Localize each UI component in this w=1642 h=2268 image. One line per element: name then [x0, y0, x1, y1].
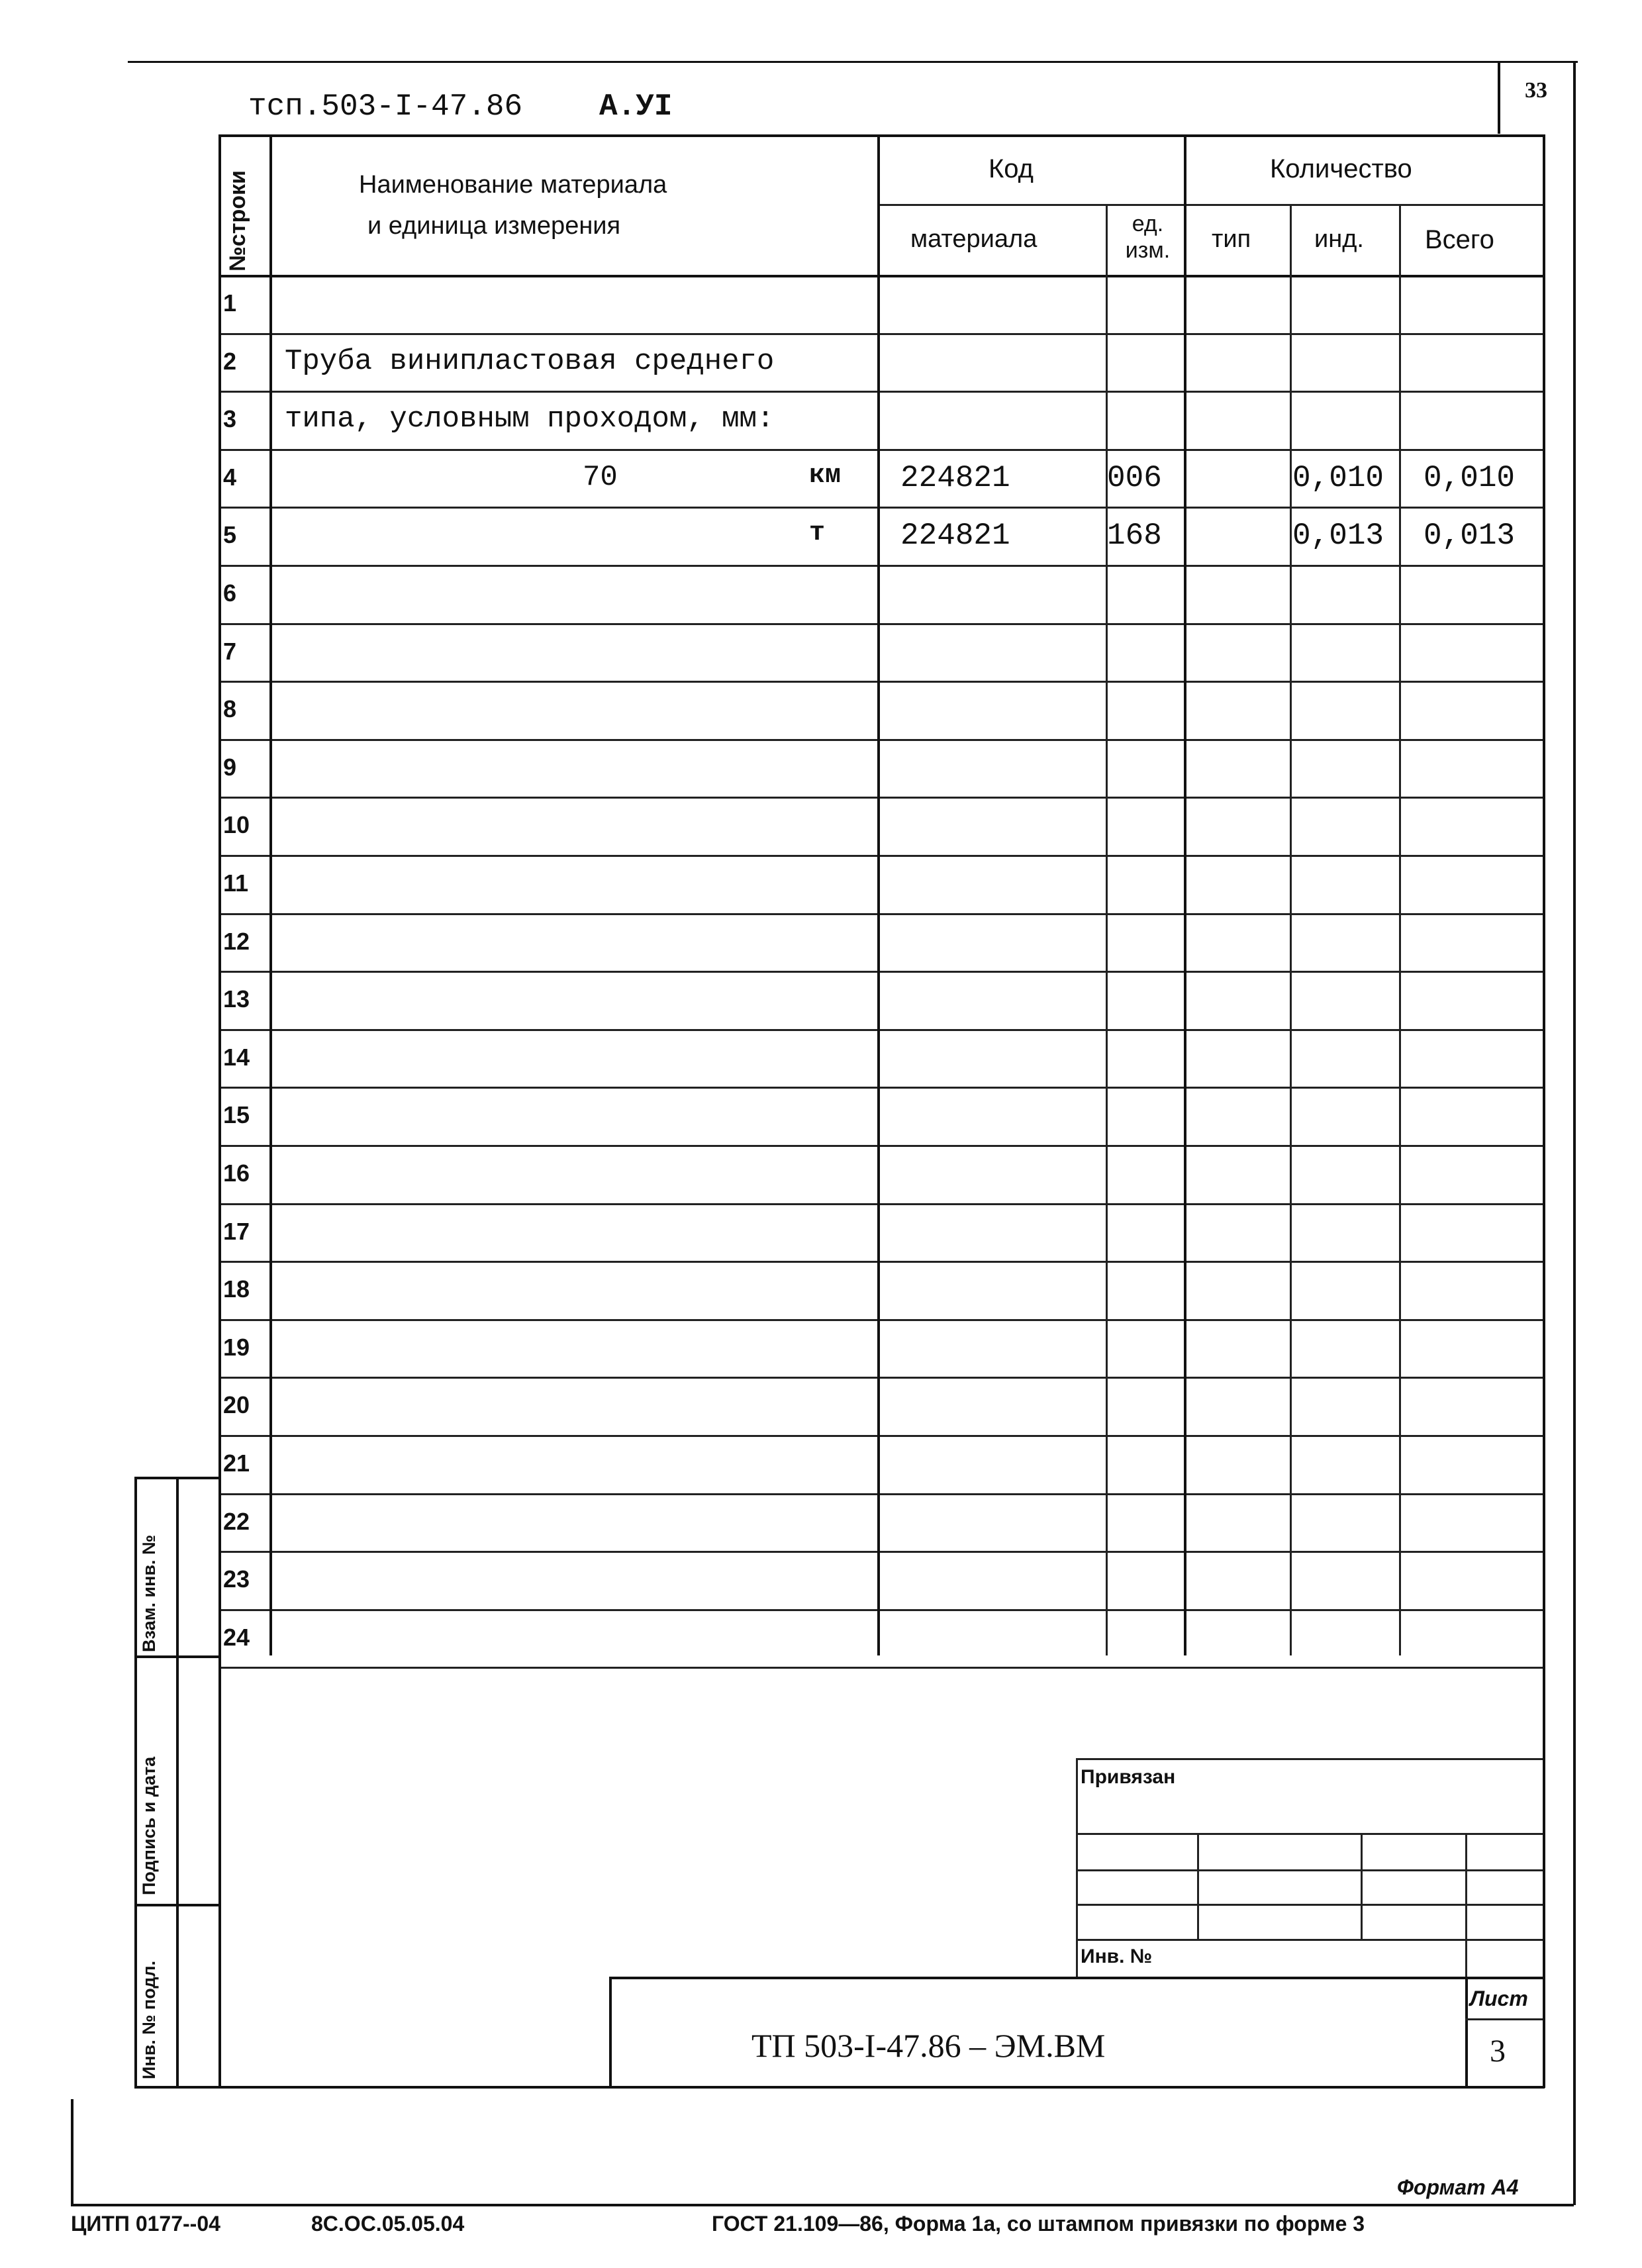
- row-name: типа, условным проходом, мм:: [285, 403, 775, 436]
- row-number: 6: [223, 579, 237, 607]
- row-number: 10: [223, 811, 250, 838]
- stamp-col-1: [1197, 1833, 1199, 1939]
- row-line: [218, 1609, 1543, 1611]
- signature-date-label: Подпись и дата: [139, 1756, 159, 1895]
- row-unit-label: т: [809, 518, 826, 548]
- title-block-left: [609, 1977, 612, 2088]
- stamp-line-2: [1076, 1869, 1543, 1871]
- side-strip-mid-border: [176, 1477, 179, 2088]
- row-number-header: №строки: [225, 170, 250, 271]
- top-border-line: [128, 61, 1578, 63]
- row-number: 21: [223, 1450, 250, 1477]
- row-unit-code: 006: [1107, 461, 1162, 495]
- row-line: [218, 507, 1543, 509]
- album-code: А.УI: [599, 89, 673, 124]
- header-subdivider: [877, 204, 1543, 206]
- row-line: [218, 797, 1543, 799]
- stamp-line-4: [1076, 1939, 1543, 1941]
- document-code: тсп.503-I-47.86: [248, 89, 523, 124]
- name-header-line2: и единица измерения: [367, 212, 621, 240]
- table-left-border: [218, 134, 221, 2088]
- row-ind: 0,010: [1292, 461, 1384, 495]
- row-line: [218, 1377, 1543, 1379]
- unit-header-text: ед. изм.: [1125, 211, 1171, 263]
- row-number: 16: [223, 1159, 250, 1187]
- side-strip-div2: [134, 1904, 218, 1906]
- row-number: 4: [223, 464, 237, 491]
- row-line: [218, 1551, 1543, 1553]
- row-line: [218, 623, 1543, 625]
- list-number: 3: [1490, 2034, 1506, 2069]
- stamp-privyazan-top: [1076, 1758, 1543, 1760]
- inv-no-label: Инв. №: [1081, 1946, 1153, 1967]
- row-line: [218, 739, 1543, 741]
- row-number: 20: [223, 1391, 250, 1418]
- name-header-line1: Наименование материала: [359, 171, 667, 199]
- material-column-border: [1106, 204, 1108, 1655]
- stamp-col-2: [1361, 1833, 1363, 1939]
- footer-catalog: 8С.ОС.05.05.04: [311, 2212, 465, 2236]
- row-number: 22: [223, 1508, 250, 1535]
- row-number: 23: [223, 1565, 250, 1593]
- row-material-code: 224821: [900, 461, 1010, 495]
- row-line: [218, 1029, 1543, 1031]
- unit-header: [1116, 211, 1179, 264]
- row-number: 2: [223, 348, 237, 375]
- row-line: [218, 449, 1543, 451]
- format-label: Формат А4: [1397, 2175, 1519, 2199]
- row-line: [218, 681, 1543, 683]
- ind-header: инд.: [1314, 225, 1364, 253]
- vzam-inv-label: Взам. инв. №: [139, 1534, 159, 1652]
- row-unit-label: км: [809, 461, 842, 491]
- inv-podl-label: Инв. № подл.: [139, 1960, 159, 2079]
- side-strip-top: [134, 1477, 218, 1479]
- row-line: [218, 1493, 1543, 1495]
- row-number: 19: [223, 1334, 250, 1361]
- row-number: 3: [223, 405, 237, 432]
- row-total: 0,010: [1424, 461, 1516, 495]
- type-header: тип: [1212, 225, 1251, 253]
- stamp-col-3: [1465, 1833, 1467, 1977]
- side-strip-bottom: [134, 2086, 218, 2089]
- row-line: [218, 1145, 1543, 1147]
- row-line: [218, 565, 1543, 567]
- row-line: [218, 1319, 1543, 1321]
- page-bottom-border: [218, 2086, 1545, 2089]
- footer-left-code: ЦИТП 0177--04: [71, 2212, 220, 2236]
- table-top-border: [218, 134, 1543, 137]
- page-bottom-frame: [71, 2204, 1574, 2206]
- privyazan-label: Привязан: [1081, 1766, 1176, 1788]
- row-name: Труба винипластовая среднего: [285, 345, 775, 378]
- row-line: [218, 1087, 1543, 1089]
- row-material-code: 224821: [900, 518, 1010, 553]
- title-block-top: [609, 1977, 1543, 1979]
- row-number: 24: [223, 1624, 250, 1651]
- row-number: 11: [223, 869, 249, 897]
- row-line: [218, 971, 1543, 973]
- row-number: 14: [223, 1044, 250, 1071]
- row-number: 8: [223, 695, 237, 722]
- row-line: [218, 1667, 1543, 1669]
- row-number: 15: [223, 1101, 250, 1128]
- row-ind: 0,013: [1292, 518, 1384, 553]
- list-label: Лист: [1470, 1987, 1528, 2010]
- footer-gost: ГОСТ 21.109—86, Форма 1а, со штампом привязки по форме 3: [712, 2212, 1365, 2236]
- page-number-box-divider: [1498, 61, 1500, 134]
- row-unit-code: 168: [1107, 518, 1162, 553]
- row-number: 7: [223, 638, 237, 665]
- page-left-frame: [71, 2099, 73, 2205]
- row-line: [218, 1435, 1543, 1437]
- side-strip-left-border: [134, 1477, 137, 2088]
- list-box-left: [1465, 1977, 1468, 2088]
- material-header: материала: [910, 225, 1038, 253]
- stamp-line-1: [1076, 1833, 1543, 1835]
- row-line: [218, 333, 1543, 335]
- document-title: ТП 503-I-47.86 – ЭМ.ВМ: [751, 2027, 1106, 2064]
- row-number: 17: [223, 1218, 250, 1245]
- page-right-frame: [1573, 61, 1576, 2205]
- page-number: 33: [1525, 78, 1547, 103]
- code-header: Код: [989, 154, 1034, 183]
- row-line: [218, 391, 1543, 393]
- row-number: 5: [223, 521, 237, 548]
- row-number: 12: [223, 928, 250, 955]
- row-line: [218, 855, 1543, 857]
- stamp-line-3: [1076, 1904, 1543, 1906]
- type-column-border: [1290, 204, 1292, 1655]
- ind-column-border: [1399, 204, 1401, 1655]
- row-line: [218, 913, 1543, 915]
- total-header: Всего: [1425, 225, 1494, 254]
- row-number: 13: [223, 985, 250, 1012]
- side-strip-div1: [134, 1655, 218, 1658]
- rownum-column-border: [269, 134, 272, 1655]
- row-number: 1: [223, 289, 237, 317]
- quantity-header: Количество: [1270, 154, 1412, 183]
- row-line: [218, 1261, 1543, 1263]
- stamp-privyazan-left: [1076, 1758, 1078, 1977]
- name-column-border: [877, 134, 880, 1655]
- row-name: 70: [583, 461, 618, 494]
- row-number: 9: [223, 754, 237, 781]
- header-bottom-border: [218, 275, 1543, 277]
- table-right-border: [1543, 134, 1545, 2088]
- row-line: [218, 1203, 1543, 1205]
- list-box-divider: [1465, 2018, 1543, 2020]
- code-quantity-border: [1184, 134, 1186, 1655]
- row-number: 18: [223, 1275, 250, 1303]
- row-total: 0,013: [1424, 518, 1516, 553]
